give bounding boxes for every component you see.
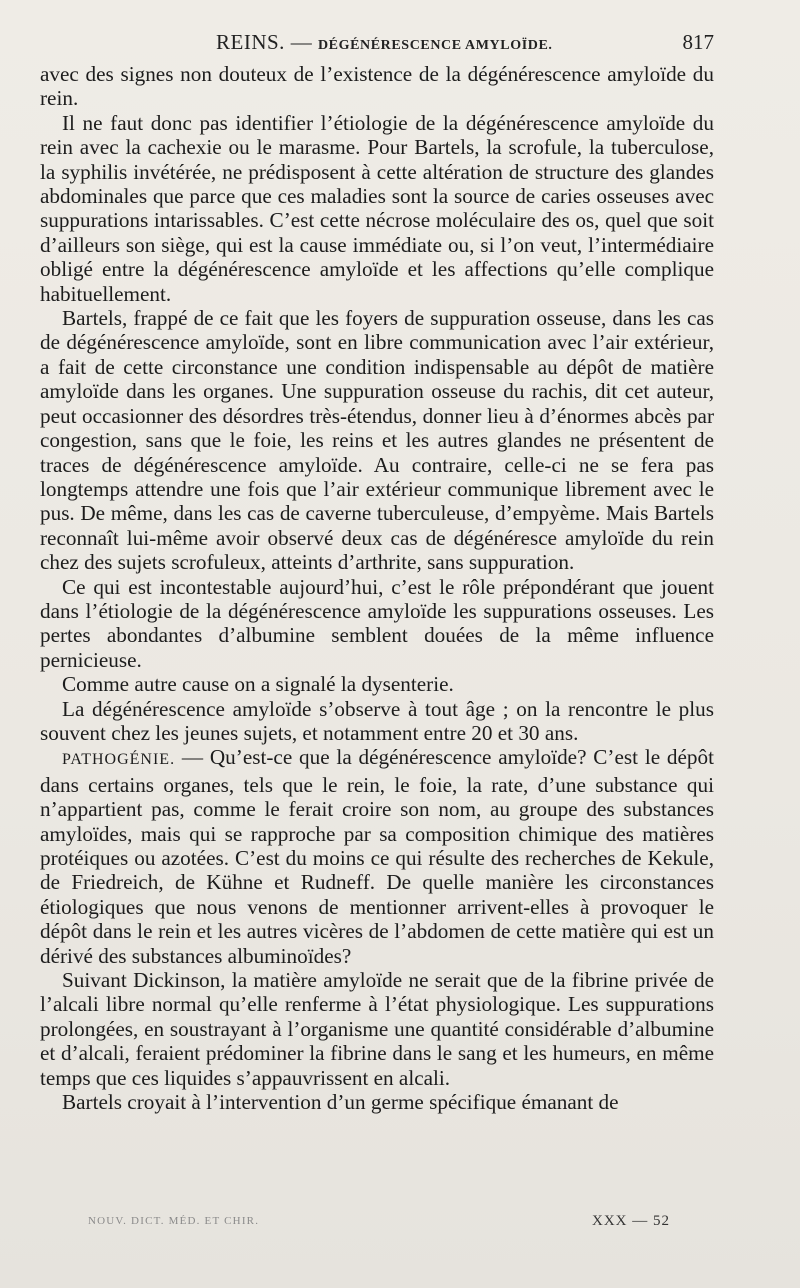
paragraph: avec des signes non douteux de l’existence de la dégénérescence amyloïde du rein.: [40, 62, 714, 111]
paragraph: Suivant Dickinson, la matière amyloïde ne serait que de la fibrine privée de l’alcali libre normal qu’elle renferme à l’état physiologique. Les suppurations prolongées, en soustrayant à l’organisme une quantité considérable d’albumine et d’alcali, feraient prédominer la fibrine dans le sang et les humeurs, en même temps que ces liquides s’appauvrissent en alcali.: [40, 968, 714, 1090]
running-title-dash: —: [290, 30, 313, 54]
running-header: [40, 28, 714, 58]
paragraph: Bartels, frappé de ce fait que les foyers de suppuration osseuse, dans les cas de dégénérescence amyloïde, sont en libre communication avec l’air extérieur, a fait de cette circonstance une condition indispensable au dépôt de matière amyloïde dans les organes. Une suppuration osseuse du rachis, dit cet auteur, peut occasionner des désordres très-étendus, donner lieu à d’énormes abcès par congestion, sans que le foie, les reins et les autres glandes ne présentent de traces de dégénérescence amyloïde. Au contraire, celle-ci ne se fera pas longtemps attendre une fois que l’air extérieur communique librement avec le pus. De même, dans les cas de caverne tuberculeuse, d’empyème. Mais Bartels reconnaît lui-même avoir observé deux cas de dégénéresce amyloïde du rein chez des sujets scrofuleux, atteints d’arthrite, sans suppuration.: [40, 306, 714, 575]
paragraph: Ce qui est incontestable aujourd’hui, c’est le rôle prépondérant que jouent dans l’étiologie de la dégénérescence amyloïde les suppurations osseuses. Les pertes abondantes d’albumine semblent douées de la même influence pernicieuse.: [40, 574, 714, 672]
paragraph: Comme autre cause on a signalé la dysenterie.: [62, 672, 454, 697]
paragraph: Il ne faut donc pas identifier l’étiologie de la dégénérescence amyloïde du rein avec la cachexie ou le marasme. Pour Bartels, la scrofule, la tuberculose, la syphilis invétérée, ne prédisposent à cette altération de structure des glandes abdominales que parce que ces maladies sont la source de caries osseuses avec suppurations intarissables. C’est cette nécrose moléculaire des os, quel que soit d’ailleurs son siège, qui est la cause immédiate ou, si l’on veut, l’intermédiaire obligé entre la dégénérescence amyloïde et les affections qu’elle complique habituellement.: [40, 110, 714, 306]
paragraph: La dégénérescence amyloïde s’observe à tout âge ; on la rencontre le plus souvent chez les jeunes sujets, et notamment entre 20 et 30 ans.: [40, 696, 714, 745]
section-text: — Qu’est-ce que la dégénérescence amyloïde? C’est le dépôt dans certains organes, tels que le rein, le foie, la rate, d’une substance qui n’appartient pas, comme le ferait croire son nom, au groupe des substances amyloïdes, mais qui se rapproche par sa composition chimique des matières protéiques ou azotées. C’est du moins ce qui résulte des recherches de Kekule, de Friedreich, de Kühne et Rudneff. De quelle manière les circonstances étiologiques que nous venons de mentionner arrivent-elles à provoquer le dépôt dans le rein et les autres vicères de l’abdomen de cette matière qui est un dérivé des substances albuminoïdes?: [40, 745, 714, 968]
running-title: [216, 30, 553, 55]
running-title-main: REINS.: [216, 30, 285, 54]
page-footer: [88, 1213, 670, 1233]
paragraph: Bartels croyait à l’intervention d’un germe spécifique émanant de: [62, 1090, 619, 1115]
series-title: NOUV. DICT. MÉD. ET CHIR.: [88, 1215, 260, 1227]
running-title-subtitle: DÉGÉNÉRESCENCE AMYLOÏDE.: [317, 38, 553, 53]
section-heading: PATHOGÉNIE.: [62, 751, 176, 769]
body-text: [40, 62, 714, 1114]
page-number: 817: [682, 30, 714, 54]
signature-mark: XXX — 52: [592, 1213, 670, 1229]
section-paragraph: [40, 745, 714, 968]
